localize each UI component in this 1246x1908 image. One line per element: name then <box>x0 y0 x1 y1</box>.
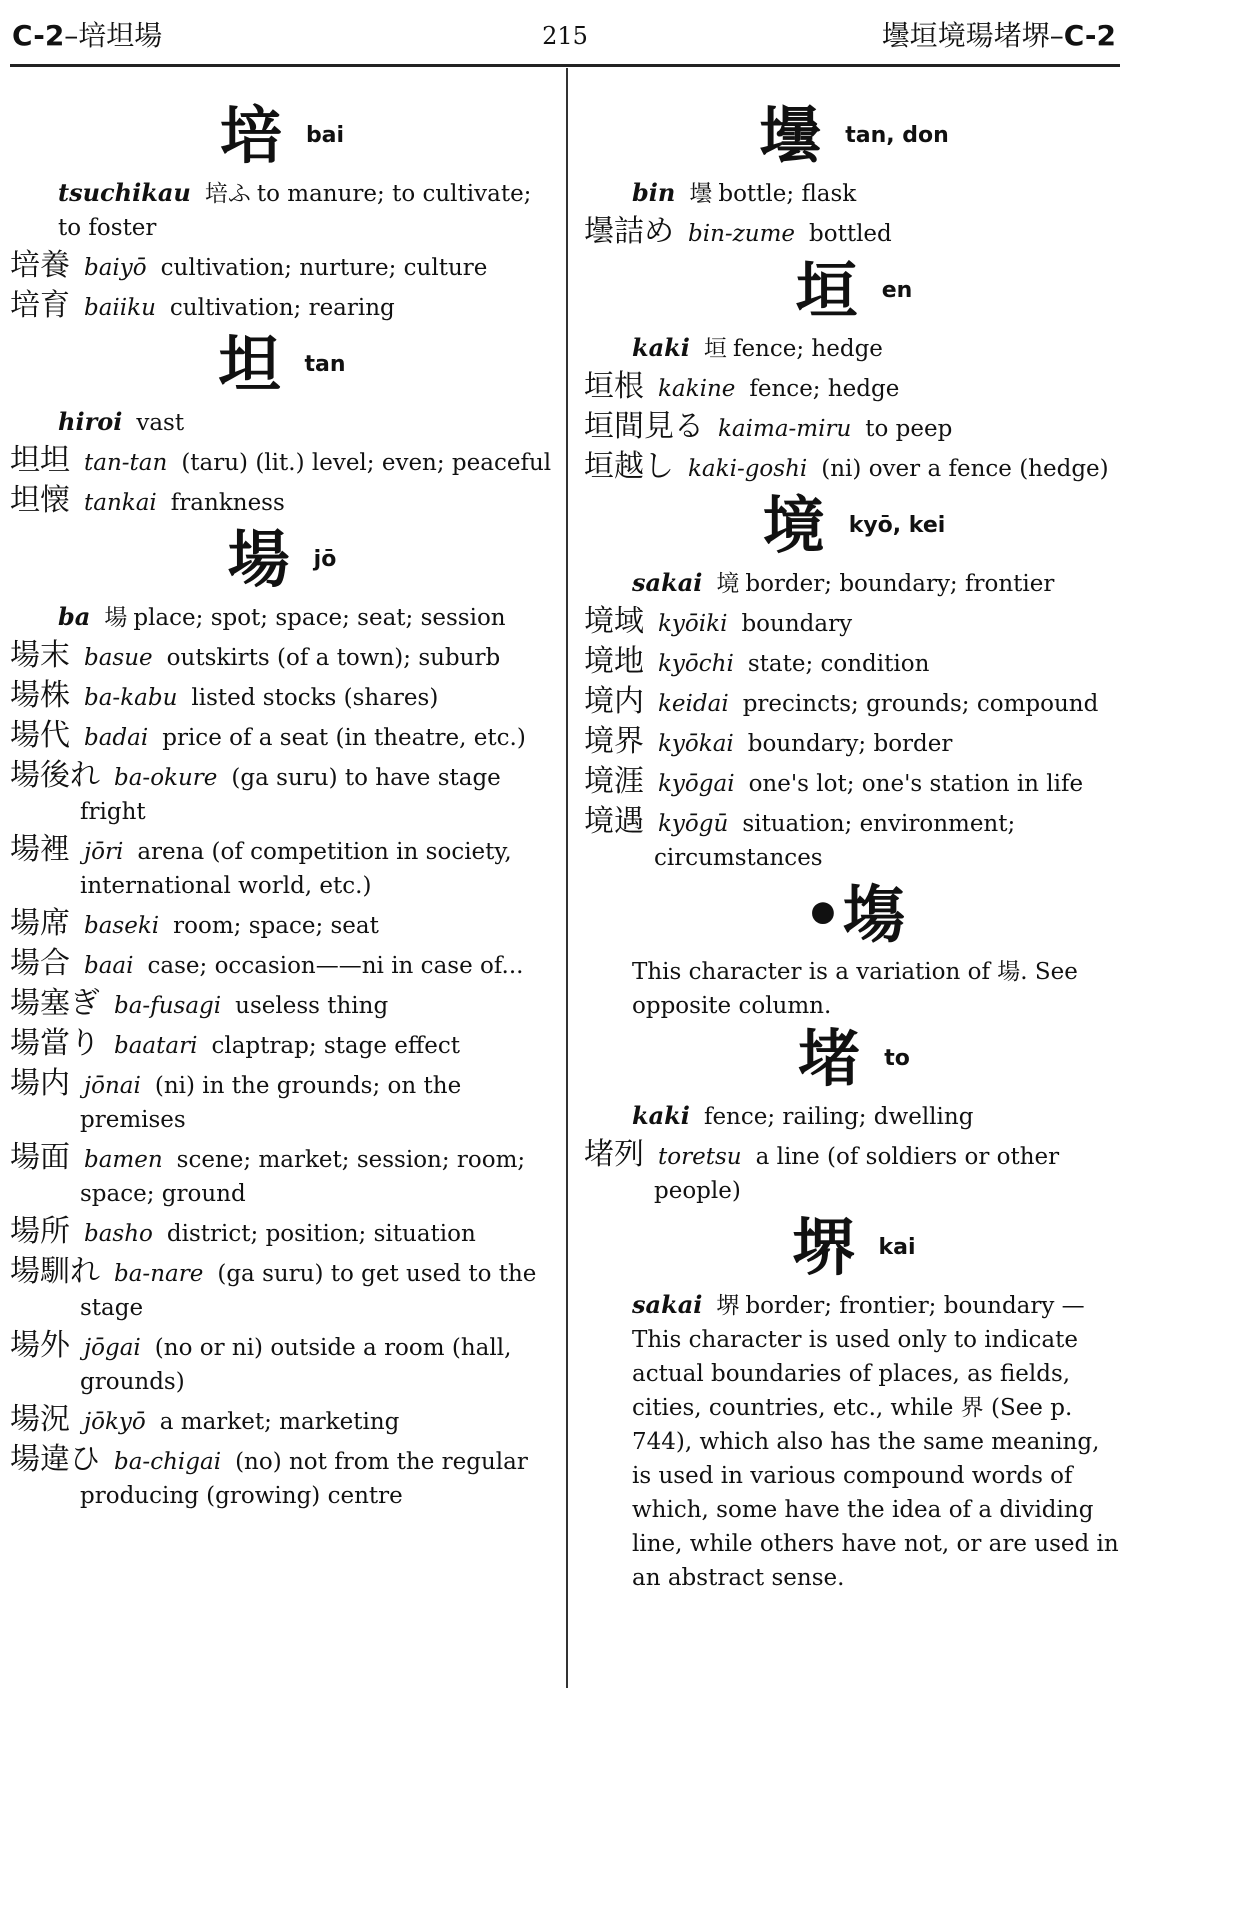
entry-meaning: scene; market; session; room; space; ground <box>80 1147 526 1207</box>
entry-meaning: fence; hedge <box>732 336 883 362</box>
entry-reading: jōkyō <box>84 1409 146 1435</box>
entry-kanji: 境 <box>716 571 740 597</box>
entry-kanji: 境涯 <box>584 764 644 799</box>
dictionary-entry <box>10 1027 554 1063</box>
entry-meaning: boundary <box>741 611 853 637</box>
kanji-section <box>10 524 554 1513</box>
entry-meaning: outskirts (of a town); suburb <box>166 645 501 671</box>
entry-kanji: 垣根 <box>584 369 644 404</box>
dictionary-entry <box>584 605 1124 641</box>
entry-kanji: 境遇 <box>584 804 644 839</box>
dictionary-entry <box>10 639 554 675</box>
entry-kanji: 境地 <box>584 644 644 679</box>
entry-kanji: 場代 <box>10 718 70 753</box>
dictionary-entry <box>10 444 554 480</box>
entry-meaning: border; boundary; frontier <box>745 571 1055 597</box>
dictionary-entry <box>10 1067 554 1137</box>
entry-kanji: 垣間見る <box>584 409 704 444</box>
entry-kanji: 場合 <box>10 946 70 981</box>
entry-reading: basue <box>84 645 153 671</box>
dictionary-entry <box>10 1329 554 1399</box>
entry-kanji: 場塞ぎ <box>10 986 100 1021</box>
dictionary-entry <box>584 370 1124 406</box>
dictionary-entry <box>10 1403 554 1439</box>
heading-kanji: 堺 <box>792 1211 855 1284</box>
entry-meaning: bottle; flask <box>718 181 857 207</box>
dictionary-entry <box>584 1138 1124 1208</box>
entry-kanji: 場當り <box>10 1026 100 1061</box>
entry-kanji: 場席 <box>10 906 70 941</box>
kanji-heading <box>584 255 1124 331</box>
entry-kanji: 場株 <box>10 678 70 713</box>
section-note: This character is a variation of 場. See opposite column. <box>632 959 1078 1019</box>
dictionary-entry <box>10 679 554 715</box>
heading-kanji: 培 <box>219 99 282 172</box>
entry-reading: ba-fusagi <box>114 993 222 1019</box>
entry-reading: baatari <box>114 1033 198 1059</box>
dictionary-entry <box>584 1099 1124 1134</box>
dictionary-entry <box>10 947 554 983</box>
entry-meaning: case; occasion——ni in case of... <box>147 953 524 979</box>
dictionary-entry <box>10 600 554 635</box>
entry-reading: kyōchi <box>658 651 734 677</box>
heading-kanji: 堵 <box>798 1022 861 1095</box>
entry-reading: baai <box>84 953 134 979</box>
entry-meaning: (taru) (lit.) level; even; peaceful <box>181 450 552 476</box>
entry-reading: basho <box>84 1221 153 1247</box>
dictionary-entry <box>10 759 554 829</box>
entry-meaning: a market; marketing <box>159 1409 400 1435</box>
dictionary-entry <box>10 405 554 440</box>
entry-kanji: 場後れ <box>10 758 100 793</box>
heading-reading: tan <box>304 352 346 377</box>
kanji-heading <box>584 1023 1124 1099</box>
heading-kanji: 境 <box>762 489 825 562</box>
entry-reading: kaki <box>632 333 690 362</box>
entry-kanji: 場面 <box>10 1140 70 1175</box>
entry-meaning: one's lot; one's station in life <box>748 771 1084 797</box>
left-column <box>10 100 554 1517</box>
header-left-code: C-2 <box>12 19 65 52</box>
header-rule <box>10 64 1120 67</box>
entry-reading: kyōkai <box>658 731 734 757</box>
entry-meaning: boundary; border <box>747 731 953 757</box>
header-right <box>882 18 1116 54</box>
entry-meaning: border; frontier; boundary —This character is used only to indicate actual boundaries of places, as fields, cities, countries, etc., while 界 (See p. 744), which also has the same meaning, is used in various compound words of which, some have the idea of a dividing line, while others have not, or are used in an abstract sense. <box>632 1293 1119 1591</box>
heading-reading: to <box>884 1046 910 1071</box>
entry-kanji: 場況 <box>10 1402 70 1437</box>
kanji-heading <box>584 490 1124 566</box>
entry-meaning: useless thing <box>235 993 389 1019</box>
entry-reading: bin <box>632 178 676 207</box>
dictionary-entry <box>10 907 554 943</box>
dictionary-entry <box>584 215 1124 251</box>
entry-kanji: 場違ひ <box>10 1442 100 1477</box>
kanji-section <box>584 255 1124 486</box>
entry-meaning: to peep <box>865 416 953 442</box>
entry-meaning: (ni) in the grounds; on the premises <box>80 1073 462 1133</box>
entry-kanji: 坦坦 <box>10 443 70 478</box>
kanji-heading <box>584 100 1124 176</box>
entry-meaning: cultivation; rearing <box>169 295 395 321</box>
entry-reading: ba-chigai <box>114 1449 222 1475</box>
heading-kanji: 坦 <box>218 328 281 401</box>
page-number: 215 <box>542 22 588 50</box>
entry-reading: kaima-miru <box>718 416 852 442</box>
kanji-heading <box>584 1212 1124 1288</box>
entry-kanji: 坦懐 <box>10 483 70 518</box>
entry-meaning: price of a seat (in theatre, etc.) <box>162 725 526 751</box>
kanji-section <box>584 879 1124 1023</box>
heading-reading: jō <box>313 547 337 572</box>
heading-reading: en <box>881 278 913 303</box>
dictionary-entry <box>584 566 1124 601</box>
entry-reading: ba <box>58 602 91 631</box>
entry-meaning: (no) not from the regular producing (growing) centre <box>80 1449 528 1509</box>
entry-reading: kyōgai <box>658 771 735 797</box>
entry-meaning: claptrap; stage effect <box>211 1033 460 1059</box>
entry-kanji: 境界 <box>584 724 644 759</box>
entry-reading: ba-kabu <box>84 685 178 711</box>
right-column <box>584 100 1124 1599</box>
entry-kanji: 培養 <box>10 248 70 283</box>
entry-kanji: 場 <box>104 605 128 631</box>
entry-meaning: district; position; situation <box>166 1221 476 1247</box>
dictionary-entry <box>584 685 1124 721</box>
entry-meaning: room; space; seat <box>173 913 379 939</box>
dictionary-entry <box>10 833 554 903</box>
entry-meaning: fence; hedge <box>749 376 900 402</box>
kanji-section <box>584 490 1124 875</box>
entry-kanji: 堵列 <box>584 1137 644 1172</box>
kanji-heading <box>584 879 1124 955</box>
entry-reading: hiroi <box>58 407 123 436</box>
entry-kanji: 培育 <box>10 288 70 323</box>
entry-reading: keidai <box>658 691 729 717</box>
entry-kanji: 垣 <box>703 336 727 362</box>
entry-meaning: situation; environment; circumstances <box>654 811 1016 871</box>
entry-reading: jōnai <box>84 1073 141 1099</box>
entry-reading: ba-nare <box>114 1261 204 1287</box>
dictionary-entry <box>10 987 554 1023</box>
entry-kanji: 堺 <box>716 1293 740 1319</box>
entry-meaning: frankness <box>170 490 285 516</box>
header-left-chars: –培坦場 <box>64 19 163 52</box>
entry-reading: toretsu <box>658 1144 742 1170</box>
entry-reading: kakine <box>658 376 736 402</box>
entry-meaning: bottled <box>809 221 892 247</box>
dictionary-entry <box>10 1255 554 1325</box>
entry-meaning: cultivation; nurture; culture <box>160 255 488 281</box>
kanji-section <box>10 329 554 520</box>
header-right-code: C-2 <box>1063 19 1116 52</box>
entry-kanji: 場裡 <box>10 832 70 867</box>
dictionary-entry <box>10 1215 554 1251</box>
dictionary-entry <box>584 410 1124 446</box>
kanji-section <box>584 1023 1124 1208</box>
heading-reading: kai <box>878 1235 916 1260</box>
entry-meaning: to manure; to cultivate; to foster <box>58 181 532 241</box>
entry-meaning: (ni) over a fence (hedge) <box>821 456 1109 482</box>
entry-kanji: 場内 <box>10 1066 70 1101</box>
heading-kanji: •塲 <box>803 878 905 951</box>
entry-meaning: precincts; grounds; compound <box>742 691 1099 717</box>
entry-kanji: 境域 <box>584 604 644 639</box>
entry-kanji: 壜詰め <box>584 214 674 249</box>
dictionary-entry <box>10 719 554 755</box>
dictionary-entry <box>10 484 554 520</box>
heading-reading: tan, don <box>845 123 949 148</box>
dictionary-entry <box>584 725 1124 761</box>
entry-reading: badai <box>84 725 149 751</box>
dictionary-entry <box>584 1288 1124 1595</box>
heading-kanji: 壜 <box>759 99 822 172</box>
entry-reading: kyōiki <box>658 611 728 637</box>
kanji-section <box>584 100 1124 251</box>
heading-reading: bai <box>305 123 345 148</box>
column-divider <box>566 68 568 1688</box>
entry-kanji: 場外 <box>10 1328 70 1363</box>
dictionary-entry <box>584 450 1124 486</box>
entry-kanji: 境内 <box>584 684 644 719</box>
heading-kanji: 垣 <box>795 254 858 327</box>
kanji-heading <box>10 329 554 405</box>
dictionary-entry <box>584 645 1124 681</box>
entry-kanji: 培ふ <box>204 181 251 207</box>
kanji-heading <box>10 524 554 600</box>
entry-kanji: 場馴れ <box>10 1254 100 1289</box>
entry-reading: tsuchikau <box>58 178 191 207</box>
dictionary-entry <box>10 249 554 285</box>
entry-reading: kyōgū <box>658 811 729 837</box>
dictionary-entry <box>10 1141 554 1211</box>
kanji-section <box>584 1212 1124 1595</box>
kanji-section <box>10 100 554 325</box>
entry-reading: sakai <box>632 568 703 597</box>
entry-reading: bin-zume <box>688 221 796 247</box>
kanji-heading <box>10 100 554 176</box>
entry-kanji: 場末 <box>10 638 70 673</box>
entry-kanji: 場所 <box>10 1214 70 1249</box>
entry-meaning: state; condition <box>747 651 930 677</box>
entry-meaning: arena (of competition in society, international world, etc.) <box>80 839 512 899</box>
entry-reading: tan-tan <box>84 450 168 476</box>
entry-kanji: 壜 <box>689 181 713 207</box>
dictionary-entry <box>10 1443 554 1513</box>
dictionary-entry <box>584 331 1124 366</box>
entry-reading: kaki-goshi <box>688 456 808 482</box>
heading-reading: kyō, kei <box>848 513 946 538</box>
entry-kanji: 垣越し <box>584 449 674 484</box>
entry-reading: tankai <box>84 490 157 516</box>
entry-reading: bamen <box>84 1147 163 1173</box>
entry-meaning: a line (of soldiers or other people) <box>654 1144 1060 1204</box>
entry-meaning: listed stocks (shares) <box>191 685 439 711</box>
entry-meaning: (ga suru) to have stage fright <box>80 765 501 825</box>
dictionary-entry <box>584 765 1124 801</box>
header-right-chars: 壜垣境瑒堵堺– <box>881 19 1064 52</box>
entry-reading: baiiku <box>84 295 156 321</box>
dictionary-entry <box>10 176 554 245</box>
entry-meaning: (ga suru) to get used to the stage <box>80 1261 537 1321</box>
entry-reading: baseki <box>84 913 160 939</box>
entry-reading: sakai <box>632 1290 703 1319</box>
dictionary-entry <box>10 289 554 325</box>
entry-meaning: vast <box>136 410 185 436</box>
heading-kanji: 場 <box>227 523 290 596</box>
entry-meaning: place; spot; space; seat; session <box>133 605 506 631</box>
entry-reading: kaki <box>632 1101 690 1130</box>
entry-meaning: (no or ni) outside a room (hall, grounds) <box>80 1335 512 1395</box>
entry-reading: jōgai <box>84 1335 141 1361</box>
entry-meaning: fence; railing; dwelling <box>703 1104 974 1130</box>
dictionary-entry <box>584 176 1124 211</box>
dictionary-entry <box>584 805 1124 875</box>
entry-reading: ba-okure <box>114 765 218 791</box>
entry-reading: baiyō <box>84 255 147 281</box>
entry-reading: jōri <box>84 839 124 865</box>
